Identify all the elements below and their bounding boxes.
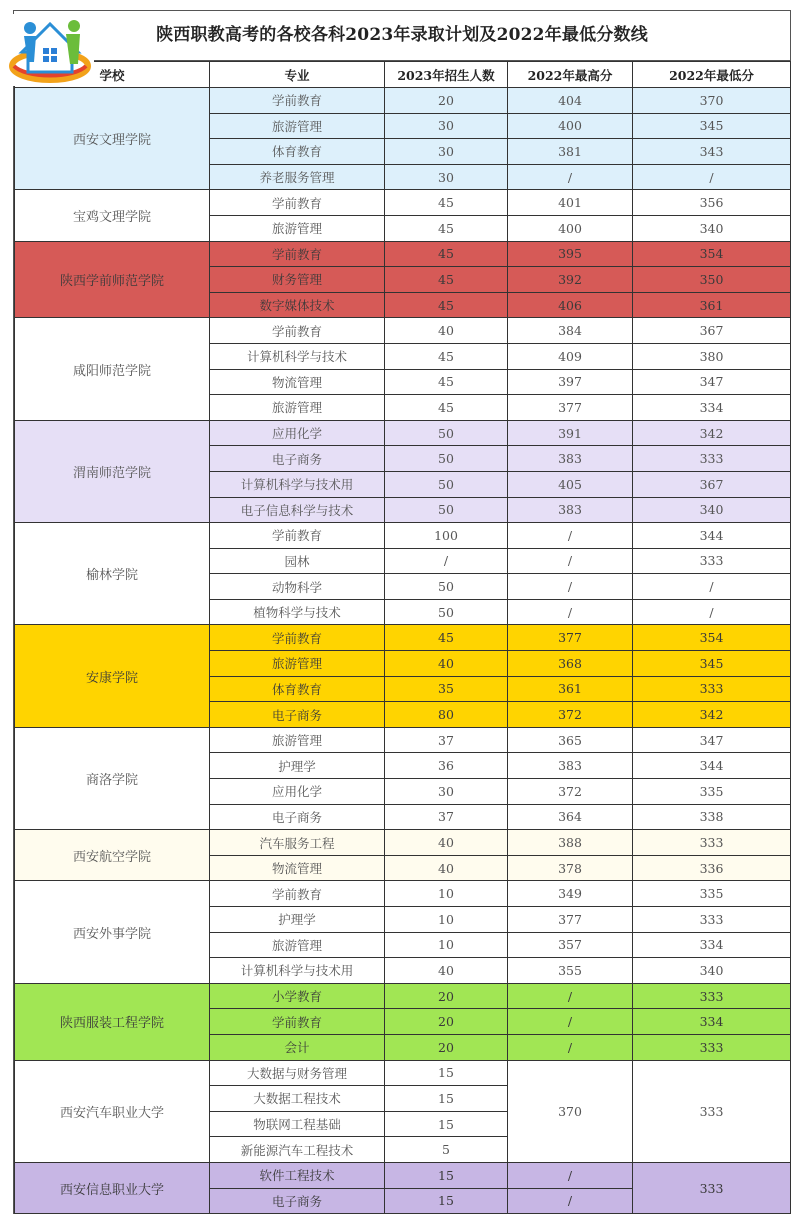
max-score-cell: / — [508, 164, 633, 190]
max-score-cell: 405 — [508, 471, 633, 497]
min-score-cell: 361 — [633, 292, 791, 318]
school-name-cell: 榆林学院 — [15, 523, 210, 625]
enroll-count-cell: 45 — [385, 215, 508, 241]
major-cell: 物联网工程基础 — [210, 1111, 385, 1137]
major-cell: 护理学 — [210, 753, 385, 779]
major-cell: 学前教育 — [210, 88, 385, 114]
major-cell: 旅游管理 — [210, 727, 385, 753]
major-cell: 学前教育 — [210, 1009, 385, 1035]
major-cell: 植物科学与技术 — [210, 599, 385, 625]
major-cell: 会计 — [210, 1034, 385, 1060]
enroll-count-cell: 30 — [385, 779, 508, 805]
enroll-count-cell: 45 — [385, 343, 508, 369]
enroll-count-cell: 10 — [385, 932, 508, 958]
max-score-cell: / — [508, 599, 633, 625]
max-score-cell: 377 — [508, 625, 633, 651]
table-row — [15, 881, 791, 907]
max-score-cell: 377 — [508, 395, 633, 421]
max-score-cell: 370 — [508, 1060, 633, 1162]
min-score-cell: 335 — [633, 779, 791, 805]
table-row — [15, 983, 791, 1009]
table-row — [15, 241, 791, 267]
table-row — [15, 190, 791, 216]
admission-table — [14, 61, 791, 1214]
major-cell: 体育教育 — [210, 139, 385, 165]
max-score-cell: 397 — [508, 369, 633, 395]
document-title: 陕西职教高考的各校各科2023年录取计划及2022年最低分数线 — [14, 11, 790, 61]
min-score-cell: 354 — [633, 625, 791, 651]
min-score-cell: / — [633, 164, 791, 190]
min-score-cell: 333 — [633, 1162, 791, 1213]
major-cell: 大数据工程技术 — [210, 1086, 385, 1112]
min-score-cell: 343 — [633, 139, 791, 165]
min-score-cell: 367 — [633, 471, 791, 497]
max-score-cell: / — [508, 523, 633, 549]
min-score-cell: 340 — [633, 497, 791, 523]
enroll-count-cell: 35 — [385, 676, 508, 702]
major-cell: 小学教育 — [210, 983, 385, 1009]
major-cell: 软件工程技术 — [210, 1162, 385, 1188]
major-cell: 电子商务 — [210, 804, 385, 830]
major-cell: 物流管理 — [210, 855, 385, 881]
header-enroll: 2023年招生人数 — [385, 62, 508, 88]
school-name-cell: 安康学院 — [15, 625, 210, 727]
major-cell: 动物科学 — [210, 574, 385, 600]
min-score-cell: 350 — [633, 267, 791, 293]
min-score-cell: 338 — [633, 804, 791, 830]
major-cell: 电子商务 — [210, 446, 385, 472]
school-name-cell: 陕西学前师范学院 — [15, 241, 210, 318]
min-score-cell: 334 — [633, 1009, 791, 1035]
header-min: 2022年最低分 — [633, 62, 791, 88]
school-name-cell: 西安文理学院 — [15, 88, 210, 190]
enroll-count-cell: 45 — [385, 292, 508, 318]
major-cell: 大数据与财务管理 — [210, 1060, 385, 1086]
max-score-cell: 357 — [508, 932, 633, 958]
min-score-cell: 334 — [633, 395, 791, 421]
enroll-count-cell: 50 — [385, 497, 508, 523]
max-score-cell: 355 — [508, 958, 633, 984]
enroll-count-cell: 45 — [385, 241, 508, 267]
header-max: 2022年最高分 — [508, 62, 633, 88]
enroll-count-cell: 20 — [385, 88, 508, 114]
enroll-count-cell: 45 — [385, 625, 508, 651]
school-name-cell: 陕西服装工程学院 — [15, 983, 210, 1060]
max-score-cell: 404 — [508, 88, 633, 114]
major-cell: 应用化学 — [210, 420, 385, 446]
min-score-cell: 354 — [633, 241, 791, 267]
major-cell: 旅游管理 — [210, 651, 385, 677]
max-score-cell: / — [508, 983, 633, 1009]
max-score-cell: 364 — [508, 804, 633, 830]
major-cell: 园林 — [210, 548, 385, 574]
max-score-cell: 388 — [508, 830, 633, 856]
min-score-cell: 345 — [633, 651, 791, 677]
school-name-cell: 西安汽车职业大学 — [15, 1060, 210, 1162]
min-score-cell: 367 — [633, 318, 791, 344]
min-score-cell: 333 — [633, 983, 791, 1009]
major-cell: 旅游管理 — [210, 395, 385, 421]
enroll-count-cell: 40 — [385, 855, 508, 881]
major-cell: 学前教育 — [210, 318, 385, 344]
max-score-cell: 383 — [508, 446, 633, 472]
major-cell: 体育教育 — [210, 676, 385, 702]
table-row — [15, 88, 791, 114]
enroll-count-cell: 30 — [385, 139, 508, 165]
major-cell: 计算机科学与技术 — [210, 343, 385, 369]
min-score-cell: 333 — [633, 1034, 791, 1060]
enroll-count-cell: 50 — [385, 471, 508, 497]
enroll-count-cell: 37 — [385, 804, 508, 830]
school-name-cell: 咸阳师范学院 — [15, 318, 210, 420]
major-cell: 电子商务 — [210, 702, 385, 728]
max-score-cell: 349 — [508, 881, 633, 907]
enroll-count-cell: 36 — [385, 753, 508, 779]
school-name-cell: 宝鸡文理学院 — [15, 190, 210, 241]
max-score-cell: / — [508, 1034, 633, 1060]
min-score-cell: 335 — [633, 881, 791, 907]
max-score-cell: 377 — [508, 907, 633, 933]
max-score-cell: 383 — [508, 753, 633, 779]
major-cell: 学前教育 — [210, 523, 385, 549]
enroll-count-cell: 45 — [385, 267, 508, 293]
table-row — [15, 727, 791, 753]
max-score-cell: 384 — [508, 318, 633, 344]
enroll-count-cell: 15 — [385, 1060, 508, 1086]
enroll-count-cell: 100 — [385, 523, 508, 549]
max-score-cell: 400 — [508, 215, 633, 241]
table-row — [15, 523, 791, 549]
min-score-cell: 347 — [633, 727, 791, 753]
enroll-count-cell: 10 — [385, 881, 508, 907]
min-score-cell: / — [633, 599, 791, 625]
major-cell: 物流管理 — [210, 369, 385, 395]
max-score-cell: 395 — [508, 241, 633, 267]
header-school: 学校 — [15, 62, 210, 88]
table-row — [15, 420, 791, 446]
min-score-cell: 333 — [633, 1060, 791, 1162]
major-cell: 旅游管理 — [210, 215, 385, 241]
min-score-cell: / — [633, 574, 791, 600]
enroll-count-cell: 50 — [385, 420, 508, 446]
logo-house-family-icon — [8, 14, 94, 86]
major-cell: 学前教育 — [210, 625, 385, 651]
major-cell: 旅游管理 — [210, 113, 385, 139]
major-cell: 养老服务管理 — [210, 164, 385, 190]
major-cell: 应用化学 — [210, 779, 385, 805]
school-name-cell: 商洛学院 — [15, 727, 210, 829]
enroll-count-cell: 20 — [385, 1009, 508, 1035]
school-name-cell: 西安航空学院 — [15, 830, 210, 881]
max-score-cell: 400 — [508, 113, 633, 139]
school-name-cell: 西安外事学院 — [15, 881, 210, 983]
min-score-cell: 336 — [633, 855, 791, 881]
enroll-count-cell: 15 — [385, 1086, 508, 1112]
max-score-cell: 401 — [508, 190, 633, 216]
min-score-cell: 342 — [633, 702, 791, 728]
major-cell: 护理学 — [210, 907, 385, 933]
min-score-cell: 334 — [633, 932, 791, 958]
enroll-count-cell: 50 — [385, 446, 508, 472]
enroll-count-cell: 50 — [385, 599, 508, 625]
table-row — [15, 1162, 791, 1188]
min-score-cell: 347 — [633, 369, 791, 395]
header-major: 专业 — [210, 62, 385, 88]
table-row — [15, 318, 791, 344]
header-row — [15, 62, 791, 88]
max-score-cell: 383 — [508, 497, 633, 523]
enroll-count-cell: 80 — [385, 702, 508, 728]
enroll-count-cell: 45 — [385, 369, 508, 395]
min-score-cell: 344 — [633, 753, 791, 779]
major-cell: 新能源汽车工程技术 — [210, 1137, 385, 1163]
major-cell: 数字媒体技术 — [210, 292, 385, 318]
enroll-count-cell: 15 — [385, 1162, 508, 1188]
enroll-count-cell: 30 — [385, 164, 508, 190]
enroll-count-cell: 5 — [385, 1137, 508, 1163]
min-score-cell: 345 — [633, 113, 791, 139]
max-score-cell: 391 — [508, 420, 633, 446]
min-score-cell: 340 — [633, 215, 791, 241]
table-row — [15, 830, 791, 856]
max-score-cell: 372 — [508, 702, 633, 728]
enroll-count-cell: 50 — [385, 574, 508, 600]
min-score-cell: 333 — [633, 907, 791, 933]
major-cell: 电子信息科学与技术 — [210, 497, 385, 523]
enroll-count-cell: 15 — [385, 1188, 508, 1214]
enroll-count-cell: 40 — [385, 830, 508, 856]
enroll-count-cell: 10 — [385, 907, 508, 933]
min-score-cell: 333 — [633, 446, 791, 472]
major-cell: 学前教育 — [210, 241, 385, 267]
min-score-cell: 380 — [633, 343, 791, 369]
enroll-count-cell: / — [385, 548, 508, 574]
min-score-cell: 356 — [633, 190, 791, 216]
max-score-cell: 368 — [508, 651, 633, 677]
max-score-cell: 361 — [508, 676, 633, 702]
table-row — [15, 625, 791, 651]
max-score-cell: / — [508, 1188, 633, 1214]
school-name-cell: 渭南师范学院 — [15, 420, 210, 522]
enroll-count-cell: 45 — [385, 190, 508, 216]
max-score-cell: 409 — [508, 343, 633, 369]
major-cell: 财务管理 — [210, 267, 385, 293]
min-score-cell: 333 — [633, 548, 791, 574]
min-score-cell: 340 — [633, 958, 791, 984]
enroll-count-cell: 20 — [385, 983, 508, 1009]
max-score-cell: 392 — [508, 267, 633, 293]
major-cell: 学前教育 — [210, 190, 385, 216]
enroll-count-cell: 40 — [385, 958, 508, 984]
max-score-cell: / — [508, 1009, 633, 1035]
major-cell: 计算机科学与技术用 — [210, 471, 385, 497]
max-score-cell: / — [508, 548, 633, 574]
major-cell: 旅游管理 — [210, 932, 385, 958]
major-cell: 学前教育 — [210, 881, 385, 907]
max-score-cell: 381 — [508, 139, 633, 165]
min-score-cell: 333 — [633, 830, 791, 856]
min-score-cell: 333 — [633, 676, 791, 702]
major-cell: 电子商务 — [210, 1188, 385, 1214]
major-cell: 汽车服务工程 — [210, 830, 385, 856]
school-name-cell: 西安信息职业大学 — [15, 1162, 210, 1213]
enroll-count-cell: 40 — [385, 651, 508, 677]
table-row — [15, 1060, 791, 1086]
min-score-cell: 370 — [633, 88, 791, 114]
min-score-cell: 344 — [633, 523, 791, 549]
max-score-cell: / — [508, 574, 633, 600]
max-score-cell: 365 — [508, 727, 633, 753]
max-score-cell: 378 — [508, 855, 633, 881]
enroll-count-cell: 40 — [385, 318, 508, 344]
enroll-count-cell: 30 — [385, 113, 508, 139]
enroll-count-cell: 15 — [385, 1111, 508, 1137]
enroll-count-cell: 20 — [385, 1034, 508, 1060]
max-score-cell: / — [508, 1162, 633, 1188]
major-cell: 计算机科学与技术用 — [210, 958, 385, 984]
enroll-count-cell: 45 — [385, 395, 508, 421]
max-score-cell: 372 — [508, 779, 633, 805]
enroll-count-cell: 37 — [385, 727, 508, 753]
max-score-cell: 406 — [508, 292, 633, 318]
min-score-cell: 342 — [633, 420, 791, 446]
admission-table-document — [13, 10, 791, 1214]
